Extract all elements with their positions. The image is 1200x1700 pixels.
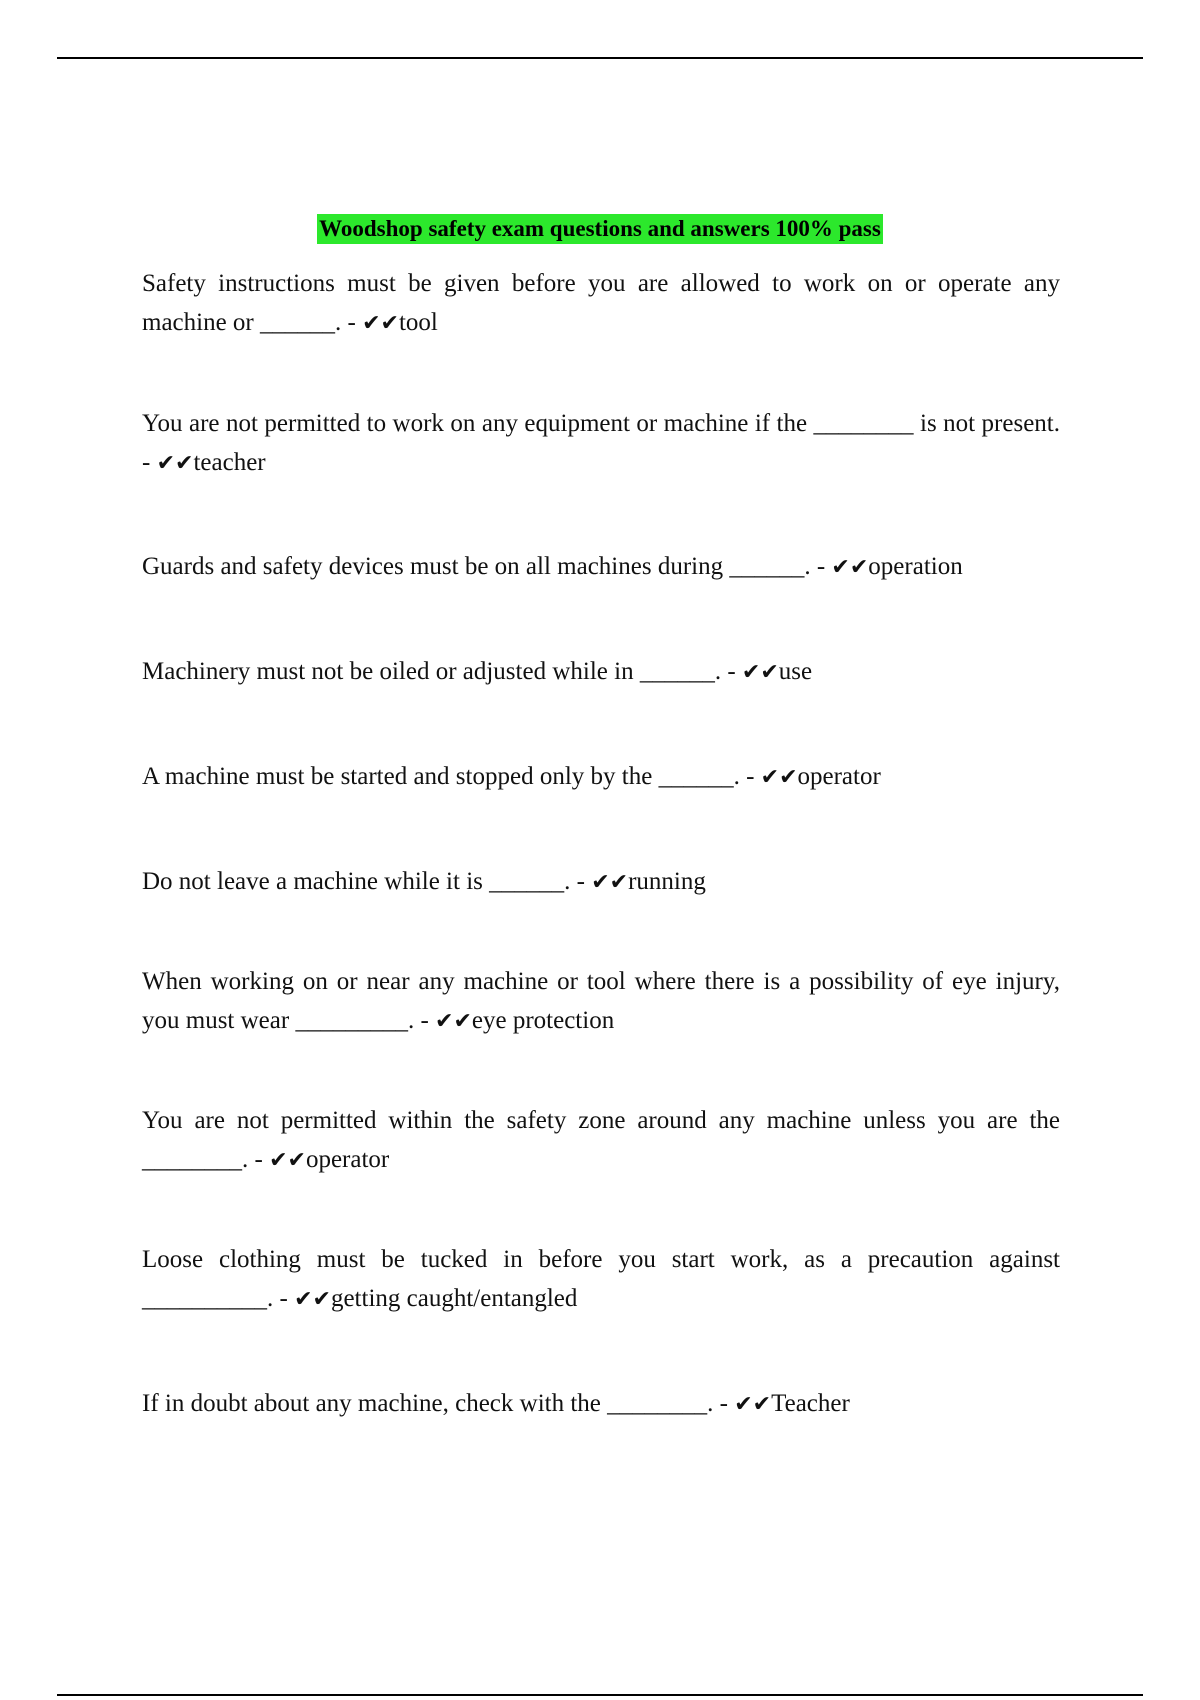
double-check-icon: ✔✔ <box>760 765 798 790</box>
answer-text: operator <box>305 1146 390 1173</box>
question-text: Guards and safety devices must be on all machines during ______. - <box>142 553 832 580</box>
double-check-icon: ✔✔ <box>741 660 779 685</box>
answer-text: getting caught/entangled <box>330 1285 578 1312</box>
qa-item-8 <box>142 1101 1060 1180</box>
double-check-icon: ✔✔ <box>362 311 399 336</box>
question-text: Loose clothing must be tucked in before you start work, as a precaution against __________. - <box>142 1246 1060 1312</box>
qa-item-1 <box>142 264 1060 343</box>
question-text: When working on or near any machine or tool where there is a possibility of eye injury, you must wear _________. - <box>142 968 1060 1034</box>
qa-item-10 <box>142 1384 1060 1424</box>
qa-item-3 <box>142 547 1060 587</box>
double-check-icon: ✔✔ <box>831 555 869 580</box>
footer-rule <box>57 1694 1143 1696</box>
answer-text: operation <box>868 553 963 580</box>
answer-text: use <box>778 658 813 685</box>
answer-text: Teacher <box>771 1390 850 1417</box>
answer-text: teacher <box>193 449 266 476</box>
double-check-icon: ✔✔ <box>591 870 629 895</box>
double-check-icon: ✔✔ <box>435 1009 472 1034</box>
question-text: A machine must be started and stopped only by the ______. - <box>142 763 761 790</box>
question-text: You are not permitted to work on any equipment or machine if the ________ is not present. - <box>142 410 1060 476</box>
double-check-icon: ✔✔ <box>734 1392 772 1417</box>
qa-item-6 <box>142 862 1060 902</box>
question-text: Do not leave a machine while it is ______. - <box>142 868 592 895</box>
answer-text: eye protection <box>471 1007 615 1034</box>
double-check-icon: ✔✔ <box>156 451 194 476</box>
double-check-icon: ✔✔ <box>269 1148 306 1173</box>
answer-text: operator <box>797 763 881 790</box>
qa-item-2 <box>142 404 1060 483</box>
double-check-icon: ✔✔ <box>294 1287 331 1312</box>
document-title: Woodshop safety exam questions and answers 100% pass <box>317 214 883 244</box>
qa-item-4 <box>142 652 1060 692</box>
qa-item-9 <box>142 1240 1060 1319</box>
header-rule <box>57 57 1143 59</box>
answer-text: running <box>628 868 706 895</box>
question-text: If in doubt about any machine, check with the ________. - <box>142 1390 735 1417</box>
question-text: You are not permitted within the safety zone around any machine unless you are the ________. - <box>142 1107 1060 1173</box>
qa-item-5 <box>142 757 1060 797</box>
question-text: Machinery must not be oiled or adjusted while in ______. - <box>142 658 742 685</box>
qa-item-7 <box>142 962 1060 1041</box>
title-wrap <box>0 214 1200 244</box>
answer-text: tool <box>398 309 438 336</box>
question-text: Safety instructions must be given before you are allowed to work on or operate any machine or ______. - <box>142 270 1060 336</box>
